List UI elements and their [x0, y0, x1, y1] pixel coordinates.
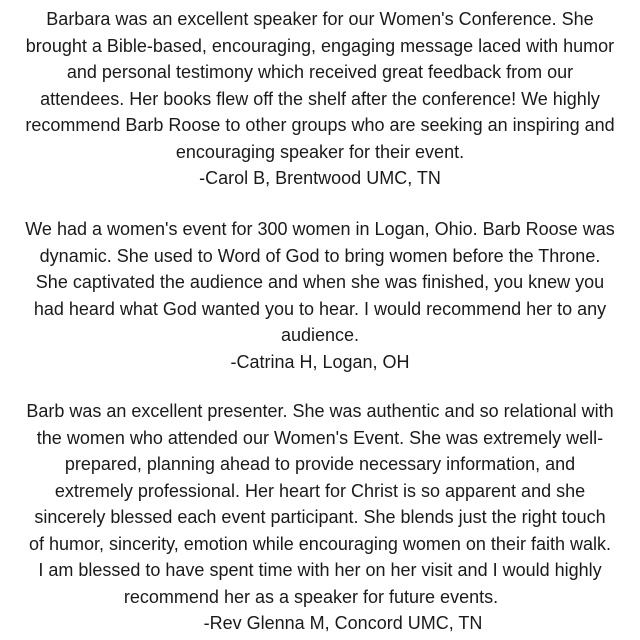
testimonial-line: I am blessed to have spent time with her on her visit and I would highly [38, 560, 602, 580]
testimonial-attribution: -Carol B, Brentwood UMC, TN [199, 168, 441, 188]
testimonial-line: She captivated the audience and when she was finished, you knew you [35, 272, 605, 292]
testimonial-line: of humor, sincerity, emotion while encouraging women on their faith walk. [29, 533, 611, 554]
testimonial-attribution: -Catrina H, Logan, OH [230, 351, 410, 372]
testimonial-line: and personal testimony which received great feedback from our [66, 62, 574, 82]
testimonial-attribution: -Rev Glenna M, Concord UMC, TN [203, 613, 483, 633]
testimonial-line: brought a Bible-based, encouraging, engaging message laced with humor [25, 35, 615, 56]
testimonial-line: Barbara was an excellent speaker for our Women's Conference. She [46, 9, 594, 29]
testimonial-catrina [4, 216, 636, 375]
testimonial-line: We had a women's event for 300 women in Logan, Ohio. Barb Roose was [25, 219, 615, 239]
testimonial-line: the women who attended our Women's Event. She was extremely well- [36, 427, 604, 448]
testimonial-line: extremely professional. Her heart for Christ is so apparent and she [54, 480, 586, 501]
testimonial-line: sincerely blessed each event participant. She blends just the right touch [34, 507, 606, 527]
testimonial-glenna [4, 398, 636, 637]
testimonial-line: encouraging speaker for their event. [175, 141, 465, 162]
testimonial-line: attendees. Her books flew off the shelf after the conference! We highly [40, 88, 600, 109]
testimonial-carol [4, 6, 636, 192]
testimonial-line: Barb was an excellent presenter. She was authentic and so relational with [26, 401, 614, 421]
testimonial-line: had heard what God wanted you to hear. I would recommend her to any [33, 298, 607, 319]
testimonial-line: dynamic. She used to Word of God to bring women before the Throne. [39, 245, 601, 266]
testimonial-line: recommend her as a speaker for future events. [123, 586, 499, 607]
testimonial-line: prepared, planning ahead to provide necessary information, and [64, 454, 576, 474]
testimonial-line: audience. [280, 325, 360, 345]
testimonial-line: recommend Barb Roose to other groups who are seeking an inspiring and [25, 115, 615, 135]
